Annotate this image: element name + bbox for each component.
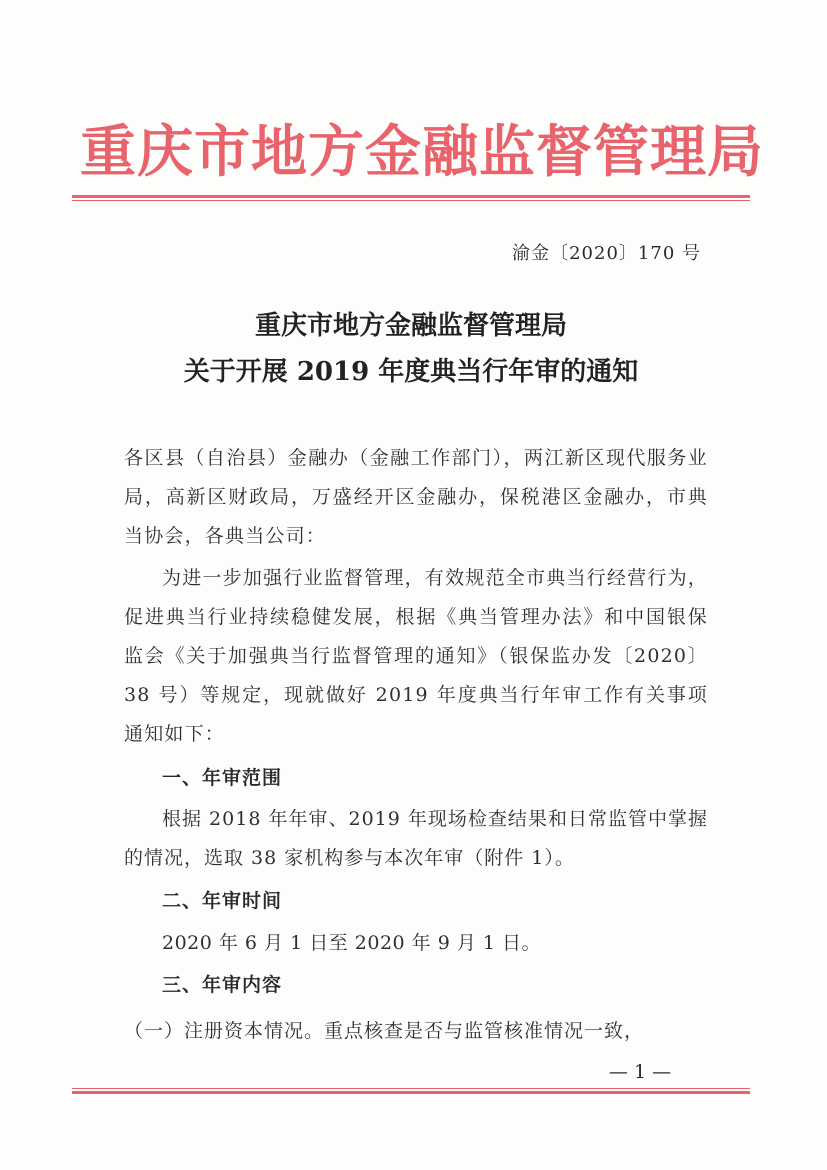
intro-paragraph: 为进一步加强行业监督管理，有效规范全市典当行经营行为，促进典当行业持续稳健发展，根据《典当管理办法》和中国银保监会《关于加强典当行监督管理的通知》（银保监办发〔2020〕38 号）等规定，现就做好 2019 年度典当行年审工作有关事项通知如下： — [124, 567, 708, 745]
footer-rule-thick — [72, 1091, 750, 1094]
document-title-line-2: 关于开展 2019 年度典当行年审的通知 — [183, 357, 639, 387]
agency-letterhead: 重庆市地方金融监督管理局 — [80, 119, 764, 185]
section-text-scope: 根据 2018 年年审、2019 年现场检查结果和日常监管中掌握的情况，选取 38 家机构参与本次年审（附件 1）。 — [124, 808, 708, 869]
recipients-paragraph: 各区县（自治县）金融办（金融工作部门），两江新区现代服务业局，高新区财政局，万盛经开区金融办，保税港区金融办，市典当协会，各典当公司： — [124, 447, 708, 547]
letterhead-rule-thin — [72, 200, 750, 201]
section-text-time: 2020 年 6 月 1 日至 2020 年 9 月 1 日。 — [162, 932, 541, 954]
page-number: — 1 — — [608, 1061, 672, 1083]
footer-rule-thin — [72, 1088, 750, 1089]
document-title-line-1: 重庆市地方金融监督管理局 — [254, 311, 567, 341]
section-text-content: （一）注册资本情况。重点核查是否与监管核准情况一致， — [124, 1020, 645, 1042]
section-heading-time: 二、年审时间 — [162, 890, 283, 912]
letterhead-rule-thick — [72, 195, 750, 198]
section-heading-content: 三、年审内容 — [162, 974, 283, 996]
document-number: 渝金〔2020〕170 号 — [512, 243, 701, 264]
section-heading-scope: 一、年审范围 — [162, 767, 283, 789]
